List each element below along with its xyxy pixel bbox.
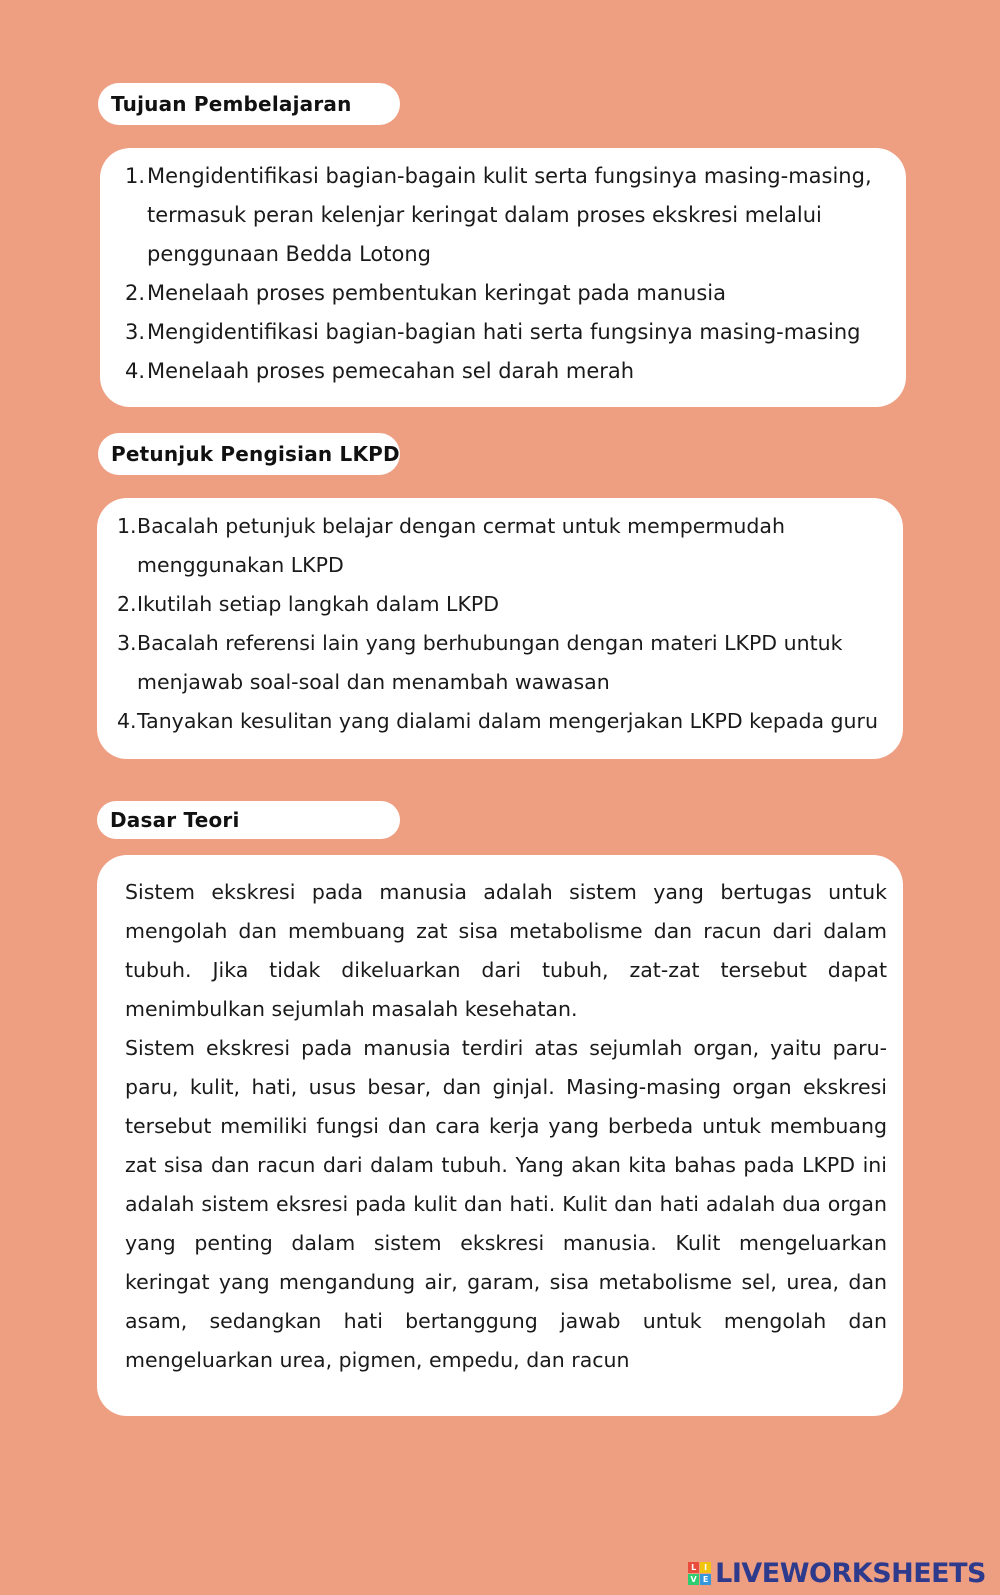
- petunjuk-card: [97, 498, 903, 759]
- list-item: [125, 157, 885, 274]
- section-title-petunjuk: Petunjuk Pengisian LKPD: [98, 433, 400, 475]
- list-number: 3.: [117, 631, 137, 655]
- list-number: 1.: [117, 514, 137, 538]
- list-text: Tanyakan kesulitan yang dialami dalam mengerjakan LKPD kepada guru: [137, 709, 878, 733]
- list-item: [125, 313, 885, 352]
- tujuan-list: [125, 157, 885, 391]
- list-number: 3.: [125, 320, 146, 344]
- list-item: [125, 352, 885, 391]
- list-text: Mengidentifikasi bagian-bagain kulit serta fungsinya masing-masing,: [147, 164, 872, 188]
- theory-paragraph: Sistem ekskresi pada manusia adalah sistem yang bertugas untuk mengolah dan membuang zat sisa metabolisme dan racun dari dalam tubuh. Jika tidak dikeluarkan dari tubuh, zat-zat tersebut dapat menimbulkan sejumlah masalah kesehatan.: [125, 880, 887, 1021]
- logo-letter: E: [700, 1574, 711, 1585]
- list-text: termasuk peran kelenjar keringat dalam proses ekskresi melalui: [147, 203, 822, 227]
- petunjuk-list: [117, 507, 897, 741]
- list-item: [117, 507, 897, 585]
- list-item: [117, 702, 897, 741]
- list-item: [117, 585, 897, 624]
- dasar-teori-card: [97, 855, 903, 1416]
- theory-text: [125, 873, 887, 1380]
- logo-letter: L: [688, 1562, 699, 1573]
- list-number: 4.: [125, 359, 146, 383]
- list-number: 2.: [125, 281, 146, 305]
- list-text: Bacalah petunjuk belajar dengan cermat untuk mempermudah: [137, 514, 785, 538]
- list-number: 4.: [117, 709, 137, 733]
- logo-text: LIVEWORKSHEETS: [715, 1558, 986, 1589]
- list-text: Menelaah proses pembentukan keringat pada manusia: [147, 281, 726, 305]
- list-text: penggunaan Bedda Lotong: [147, 242, 431, 266]
- list-text: Ikutilah setiap langkah dalam LKPD: [137, 592, 500, 616]
- list-text: Menelaah proses pemecahan sel darah merah: [147, 359, 635, 383]
- tujuan-card: [100, 148, 906, 407]
- list-number: 2.: [117, 592, 137, 616]
- list-item: [125, 274, 885, 313]
- liveworksheets-logo: [688, 1558, 986, 1589]
- section-title-tujuan: Tujuan Pembelajaran: [98, 83, 400, 125]
- list-text: Bacalah referensi lain yang berhubungan dengan materi LKPD untuk: [137, 631, 843, 655]
- logo-mark-icon: [688, 1562, 711, 1585]
- list-text: Mengidentifikasi bagian-bagian hati serta fungsinya masing-masing: [147, 320, 861, 344]
- list-number: 1.: [125, 164, 146, 188]
- theory-paragraph: Sistem ekskresi pada manusia terdiri atas sejumlah organ, yaitu paru-paru, kulit, hati, usus besar, dan ginjal. Masing-masing organ ekskresi tersebut memiliki fungsi dan cara kerja yang berbeda untuk membuang zat sisa dan racun dari dalam tubuh. Yang akan kita bahas pada LKPD ini adalah sistem eksresi pada kulit dan hati. Kulit dan hati adalah dua organ yang penting dalam sistem ekskresi manusia. Kulit mengeluarkan keringat yang mengandung air, garam, sisa metabolisme sel, urea, dan asam, sedangkan hati bertanggung jawab untuk mengolah dan mengeluarkan urea, pigmen, empedu, dan racun: [125, 1036, 887, 1372]
- list-text: menjawab soal-soal dan menambah wawasan: [137, 670, 610, 694]
- list-item: [117, 624, 897, 702]
- list-text: menggunakan LKPD: [137, 553, 344, 577]
- section-title-dasar: Dasar Teori: [97, 801, 400, 839]
- logo-letter: V: [688, 1574, 699, 1585]
- logo-letter: I: [700, 1562, 711, 1573]
